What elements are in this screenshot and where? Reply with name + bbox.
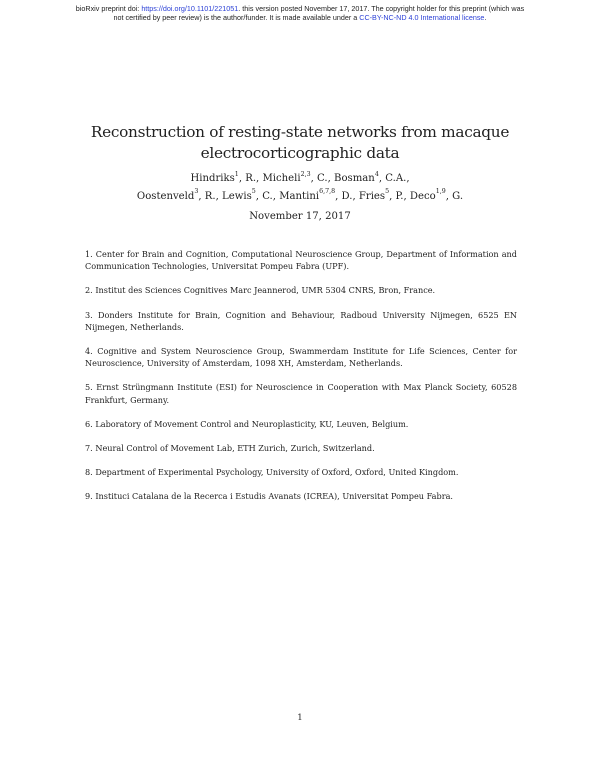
author: Oostenveld$^3$, R., bbox=[136, 188, 223, 202]
page-number: 1 bbox=[297, 713, 303, 723]
license-link[interactable]: CC-BY-NC-ND 4.0 International license bbox=[359, 13, 485, 22]
publication-date: November 17, 2017 bbox=[249, 211, 351, 222]
author: Micheli$^{2,3}$, C., bbox=[262, 170, 335, 184]
preprint-notice bbox=[0, 4, 600, 22]
notice-line-1 bbox=[0, 4, 600, 13]
title-line-2: electrocorticographic data bbox=[200, 144, 400, 162]
notice-line2-suffix: . bbox=[484, 13, 487, 22]
notice-line-2 bbox=[0, 13, 600, 22]
affiliation-item: 7. Neural Control of Movement Lab, ETH Zurich, Zurich, Switzerland. bbox=[85, 443, 375, 454]
affiliation-item: 1. Center for Brain and Cognition, Computational Neuroscience Group, Department of Information and Communication Technologies, Universitat Pompeu Fabra (UPF). bbox=[85, 249, 517, 272]
affiliation-item: 4. Cognitive and System Neuroscience Group, Swammerdam Institute for Life Sciences, Center for Neuroscience, University of Amsterdam, 1098 XH, Amsterdam, Netherlands. bbox=[85, 346, 517, 369]
affiliation-item: 6. Laboratory of Movement Control and Neuroplasticity, KU, Leuven, Belgium. bbox=[85, 418, 409, 429]
affiliation-item: 3. Donders Institute for Brain, Cognition and Behaviour, Radboud University Nijmegen, 6525 EN Nijmegen, Netherlands. bbox=[85, 309, 517, 332]
notice-line2-prefix: not certified by peer review) is the author/funder. It is made available under a bbox=[113, 13, 360, 22]
affiliation-list bbox=[85, 248, 517, 515]
author-line-1 bbox=[0, 170, 600, 188]
notice-line1-suffix: . this version posted November 17, 2017. The copyright holder for this preprint (which was bbox=[238, 4, 525, 13]
notice-line1-prefix: bioRxiv preprint doi: bbox=[75, 4, 142, 13]
author: Lewis$^5$, C., bbox=[222, 188, 280, 202]
affiliation-item: 5. Ernst Strüngmann Institute (ESI) for Neuroscience in Cooperation with Max Planck Society, 60528 Frankfurt, Germany. bbox=[85, 382, 517, 405]
title-line-1: Reconstruction of resting-state networks from macaque bbox=[90, 123, 510, 141]
doi-link[interactable]: https://doi.org/10.1101/221051 bbox=[141, 4, 239, 13]
affiliation-item: 9. Instituci Catalana de la Recerca i Estudis Avanats (ICREA), Universitat Pompeu Fabra. bbox=[85, 491, 454, 502]
author: Mantini$^{6,7,8}$, D., bbox=[279, 188, 359, 202]
author-list bbox=[0, 170, 600, 205]
affiliation-item: 8. Department of Experimental Psychology, University of Oxford, Oxford, United Kingdom. bbox=[85, 467, 459, 478]
author: Bosman$^4$, C.A., bbox=[334, 170, 410, 184]
paper-title bbox=[0, 122, 600, 164]
author: Fries$^5$, P., bbox=[358, 188, 410, 202]
author: Deco$^{1,9}$, G. bbox=[409, 188, 464, 202]
author-line-2 bbox=[0, 188, 600, 206]
affiliation-item: 2. Institut des Sciences Cognitives Marc Jeannerod, UMR 5304 CNRS, Bron, France. bbox=[85, 285, 436, 296]
author: Hindriks$^1$, R., bbox=[190, 170, 263, 184]
